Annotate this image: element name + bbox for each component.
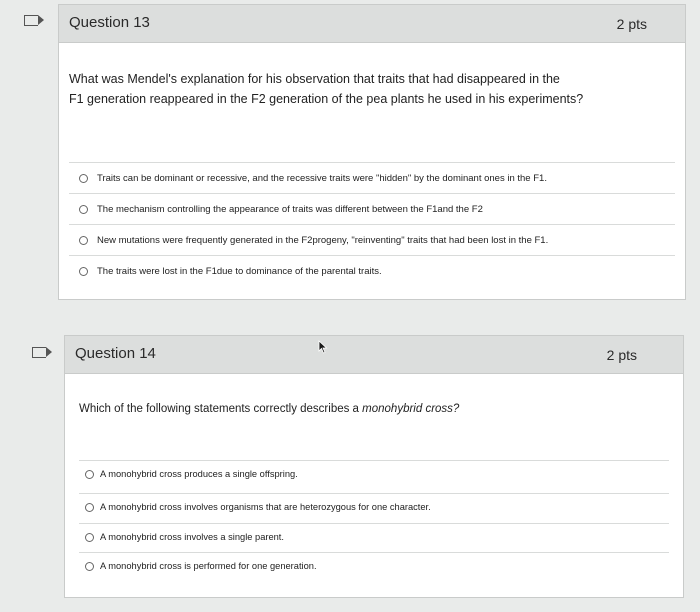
question-14-title: Question 14: [75, 345, 156, 362]
mouse-pointer-icon: [318, 340, 328, 354]
option-label: New mutations were frequently generated in the F2progeny, "reinventing" traits that had been lost in the F1.: [97, 234, 549, 246]
question-13-option-1[interactable]: [69, 162, 675, 193]
radio-button[interactable]: [85, 562, 94, 571]
option-label: The traits were lost in the F1due to dominance of the parental traits.: [97, 265, 382, 277]
radio-button[interactable]: [85, 470, 94, 479]
flag-question-13-icon[interactable]: [24, 15, 38, 26]
question-14-card: [64, 335, 684, 598]
flag-question-14-icon[interactable]: [32, 347, 46, 358]
question-14-option-2[interactable]: [79, 493, 669, 520]
radio-button[interactable]: [79, 174, 88, 183]
question-13-option-4[interactable]: [69, 255, 675, 286]
option-label: A monohybrid cross produces a single offspring.: [100, 469, 298, 479]
question-14-prompt: [79, 399, 669, 419]
option-label: A monohybrid cross is performed for one generation.: [100, 561, 317, 571]
question-14-option-4[interactable]: [79, 552, 669, 579]
question-14-prompt-text: Which of the following statements correctly describes a: [79, 403, 363, 415]
question-13-points: 2 pts: [616, 16, 647, 32]
question-14-points: 2 pts: [606, 347, 637, 363]
question-14-header: [65, 336, 683, 374]
option-label: A monohybrid cross involves organisms that are heterozygous for one character.: [100, 502, 431, 512]
question-13-option-2[interactable]: [69, 193, 675, 224]
question-13-prompt: [69, 69, 669, 109]
radio-button[interactable]: [85, 533, 94, 542]
option-label: A monohybrid cross involves a single parent.: [100, 532, 284, 542]
radio-button[interactable]: [79, 267, 88, 276]
question-13-option-3[interactable]: [69, 224, 675, 255]
question-13-title: Question 13: [69, 14, 150, 31]
question-13-prompt-line-1: What was Mendel's explanation for his observation that traits that had disappeared in the: [69, 72, 560, 86]
question-14-prompt-italic: monohybrid cross?: [362, 403, 460, 415]
question-13-prompt-line-2: F1 generation reappeared in the F2 generation of the pea plants he used in his experiments?: [69, 92, 584, 106]
question-13-card: [58, 4, 686, 300]
radio-button[interactable]: [85, 503, 94, 512]
option-label: The mechanism controlling the appearance of traits was different between the F1and the F2: [97, 203, 483, 215]
option-label: Traits can be dominant or recessive, and the recessive traits were "hidden" by the dominant ones in the F1.: [97, 172, 547, 184]
question-13-header: [59, 5, 685, 43]
radio-button[interactable]: [79, 205, 88, 214]
question-14-option-1[interactable]: [79, 460, 669, 487]
question-14-option-3[interactable]: [79, 523, 669, 550]
radio-button[interactable]: [79, 236, 88, 245]
